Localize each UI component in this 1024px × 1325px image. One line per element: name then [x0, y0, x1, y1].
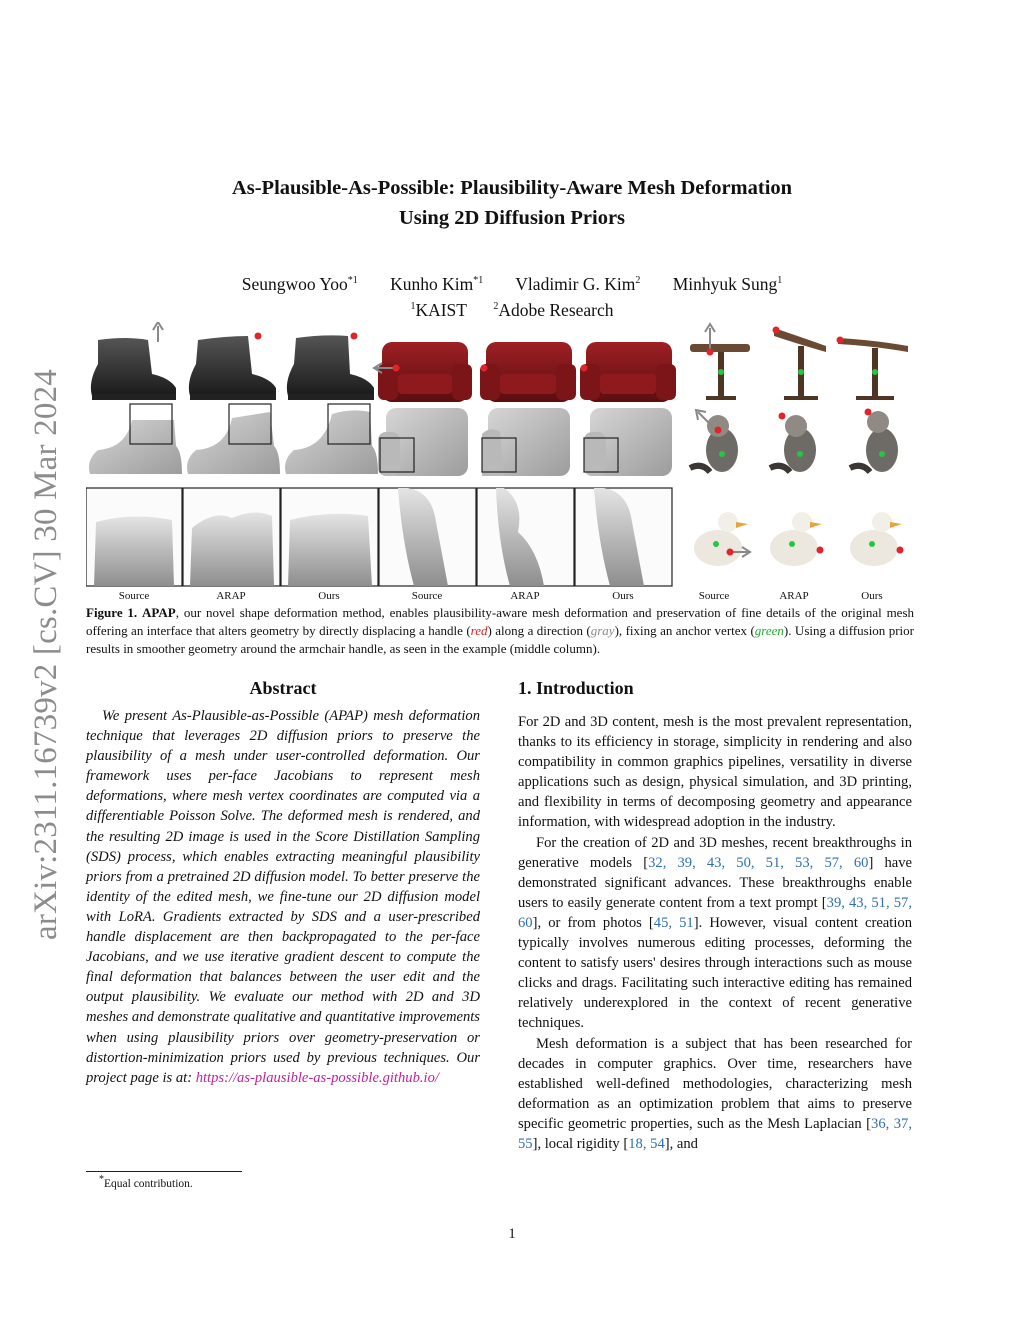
arxiv-stamp: arXiv:2311.16739v2 [cs.CV] 30 Mar 2024 — [28, 369, 64, 940]
footnote-text: Equal contribution. — [104, 1178, 193, 1190]
text: ], or from photos [ — [532, 914, 654, 931]
boot-arap — [189, 333, 276, 401]
affil-mark: 1 — [410, 301, 416, 313]
table-arap — [773, 327, 827, 399]
citation-link[interactable]: 36, 37, 55 — [518, 1115, 913, 1152]
column-label: ARAP — [779, 590, 809, 602]
author: Kunho Kim — [390, 274, 474, 294]
column-label: Ours — [612, 590, 634, 602]
affil-mark: 2 — [493, 301, 499, 313]
intro-paragraph-1: For 2D and 3D content, mesh is the most prevalent representation, thanks to its efficiency in storage, simplicity in rendering and also compatibility in common graphics pipelines, versatility in diverse applications such as design, physical simulation, and 3D printing, and flexibility in terms of decomposing geometry and appearance information, with widespread adoption in the industry. — [518, 714, 912, 831]
author: Seungwoo Yoo — [241, 274, 348, 294]
text: ] have demonstrated significant advances. These breakthroughs enable users to easily generate content from a text prompt [ — [518, 854, 912, 911]
duck-source — [694, 512, 750, 566]
author-mark: 1 — [777, 275, 783, 287]
affiliation-list — [0, 297, 1024, 323]
title-line-1: As-Plausible-As-Possible: Plausibility-Aware Mesh Deformation — [231, 177, 793, 199]
gray-chair-arap — [482, 408, 570, 476]
author: Vladimir G. Kim — [515, 274, 636, 294]
affiliation: Adobe Research — [498, 300, 614, 320]
table-ours — [837, 337, 909, 399]
text: ], and — [664, 1135, 698, 1152]
abstract-body — [86, 706, 480, 1088]
column-label: Source — [698, 590, 730, 602]
duck-ours — [850, 512, 904, 566]
caption-text: , our novel shape deformation method, enables plausibility-aware mesh deformation and preservation of fine details of the original mesh offering an interface that alters geometry by directly displacing a handle ( — [86, 605, 915, 638]
caption-text: ) along a direction ( — [487, 623, 591, 638]
column-label: Source — [411, 590, 443, 602]
gray-chair-source — [378, 408, 468, 476]
citation-link[interactable]: 45, 51 — [653, 914, 694, 931]
abstract-heading: Abstract — [249, 678, 317, 698]
text: ]. However, visual content creation typically involves numerous editing processes, deforming the content to satisfy users' desires through interactions such as mouse clicks and drags. Facilitating such interactive editing has remained relatively underexplored in the context of recent generative techniques. — [518, 914, 912, 1032]
raccoon-source — [690, 410, 738, 472]
caption-text: ). Using a diffusion prior results in smoother geometry around the armchair handle, as seen in the example (middle column). — [86, 623, 915, 656]
page-number: 1 — [508, 1226, 516, 1242]
intro-heading: 1. Introduction — [518, 678, 634, 698]
intro-paragraph-3 — [518, 1034, 912, 1155]
affiliation: KAIST — [415, 300, 467, 320]
teaser-figure — [86, 322, 914, 604]
caption-apap: APAP — [142, 605, 176, 620]
footnote — [99, 1174, 193, 1190]
text: ], local rigidity [ — [532, 1135, 629, 1152]
intro-paragraph-2 — [518, 833, 912, 1034]
armchair-source — [374, 342, 472, 402]
column-label: ARAP — [510, 590, 540, 602]
left-column — [86, 676, 480, 1088]
caption-label: Figure 1. — [86, 605, 138, 620]
zoom-panels — [86, 488, 672, 586]
gray-boot-arap — [187, 404, 280, 474]
caption-red: red — [470, 623, 488, 638]
citation-link[interactable]: 18, 54 — [628, 1135, 665, 1152]
figure-graphic — [86, 322, 914, 604]
citation-link[interactable]: 32, 39, 43, 50, 51, 53, 57, 60 — [648, 854, 869, 871]
citation-link[interactable]: 39, 43, 51, 57, 60 — [518, 894, 912, 931]
figure-caption — [86, 604, 914, 658]
project-page-link[interactable]: https://as-plausible-as-possible.github.io/ — [195, 1069, 439, 1086]
column-label: Ours — [861, 590, 883, 602]
author-mark: *1 — [473, 275, 484, 287]
caption-green: green — [754, 623, 784, 638]
title-line-2: Using 2D Diffusion Priors — [398, 207, 626, 229]
right-column — [518, 676, 912, 1154]
author: Minhyuk Sung — [672, 274, 778, 294]
caption-gray: gray — [590, 623, 615, 638]
boot-ours — [287, 333, 374, 401]
gray-boot-source — [89, 404, 182, 474]
duck-arap — [770, 512, 824, 566]
author-mark: 2 — [635, 275, 641, 287]
caption-text: ), fixing an anchor vertex ( — [614, 623, 755, 638]
column-label: Source — [118, 590, 150, 602]
armchair-arap — [480, 342, 576, 402]
column-label: Ours — [318, 590, 340, 602]
author-mark: *1 — [347, 275, 358, 287]
paper-title — [0, 173, 1024, 233]
footnote-mark: * — [99, 1174, 104, 1186]
author-list — [0, 271, 1024, 297]
text: For the creation of 2D and 3D meshes, recent breakthroughs in generative models [ — [518, 834, 912, 871]
column-label: ARAP — [216, 590, 246, 602]
table-source — [690, 324, 750, 398]
gray-boot-ours — [285, 404, 378, 474]
gray-chair-ours — [584, 408, 672, 476]
raccoon-arap — [770, 413, 816, 473]
footnote-rule — [86, 1171, 242, 1172]
abstract-text: We present As-Plausible-as-Possible (APAP) mesh deformation technique that leverages 2D diffusion priors to preserve the plausibility of a mesh under user-controlled deformation. Our framework uses per-face Jacobians to represent mesh deformations, where mesh vertex coordinates are computed via a differentiable Poisson Solve. The deformed mesh is rendered, and the resulting 2D image is used in the Score Distillation Sampling (SDS) process, which enables extracting meaningful plausibility priors from a pretrained 2D diffusion model. To better preserve the identity of the edited mesh, we fine-tune our 2D diffusion model with LoRA. Gradients extracted by SDS and a user-prescribed handle displacement are then backpropagated to the per-face Jacobians, and we use iterative gradient descent to compute the final deformation that balances between the user edit and the output plausibility. We evaluate our method with 2D and 3D meshes and demonstrate qualitative and quantitative improvements when using plausibility priors over geometry-preservation or distortion-minimization priors used by previous techniques. Our project page is at: — [86, 708, 480, 1086]
text: Mesh deformation is a subject that has been researched for decades in computer graphics. Over time, researchers have established well-defined methodologies, characterizing mesh deformation as an optimization problem that aims to preserve specific geometric properties, such as the Mesh Laplacian [ — [518, 1035, 912, 1132]
boot-source — [91, 322, 176, 400]
raccoon-ours — [850, 409, 898, 473]
armchair-ours — [580, 342, 676, 402]
